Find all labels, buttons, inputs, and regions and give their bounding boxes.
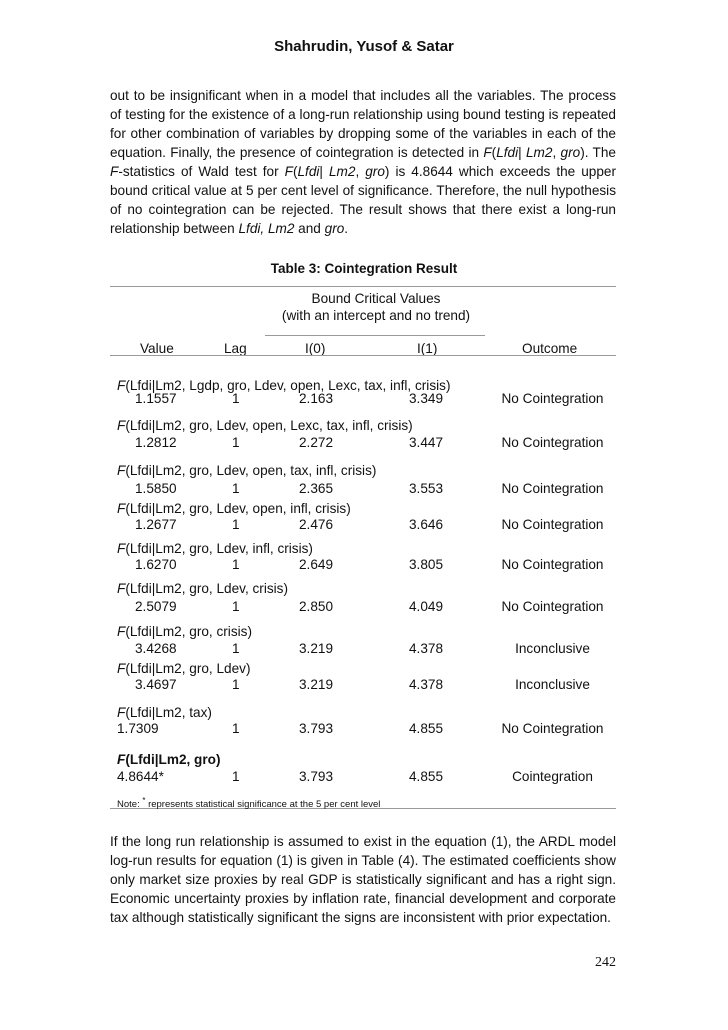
f-statistic-symbol: F	[117, 418, 126, 433]
model-spec: (Lfdi|Lm2, tax)	[125, 705, 212, 720]
table-top-rule	[110, 286, 616, 287]
f-statistic-symbol: F	[117, 661, 126, 676]
row-value: 3.4697	[135, 677, 177, 692]
col-header-i1: I(1)	[417, 341, 438, 356]
row-i0: 3.793	[299, 721, 334, 736]
row-i0: 2.649	[299, 557, 334, 572]
para1-run: |	[518, 145, 526, 160]
row-i1: 4.378	[409, 641, 444, 656]
note-label: Note:	[117, 799, 143, 811]
row-i1: 4.855	[409, 769, 444, 784]
row-lag: 1	[232, 481, 240, 496]
row-i1: 3.805	[409, 557, 444, 572]
para1-run: .	[344, 221, 349, 236]
bound-critical-values-header	[260, 290, 492, 324]
row-model	[117, 541, 313, 556]
f-statistic-symbol: F	[117, 581, 126, 596]
row-model	[117, 501, 351, 516]
row-value: 2.5079	[135, 599, 177, 614]
para1-run: F	[110, 164, 119, 179]
model-spec: (Lfdi|Lm2, gro, Ldev, crisis)	[125, 581, 288, 596]
row-model	[117, 418, 413, 433]
f-statistic-symbol: F	[117, 705, 126, 720]
model-spec: (Lfdi|Lm2, gro, crisis)	[125, 624, 252, 639]
row-lag: 1	[232, 769, 240, 784]
row-value: 1.5850	[135, 481, 177, 496]
para1-run: ) is 4.8644 which exceeds the upper bound critical value at 5 per cent level of significance. Therefore, the null hypothesis of no cointegration can be rejected. The result shows that there exist a long-run relationship between	[110, 164, 617, 236]
row-i1: 3.447	[409, 435, 444, 450]
model-spec: (Lfdi|Lm2, gro, Ldev, open, infl, crisis)	[125, 501, 351, 516]
note-text: represents statistical significance at the 5 per cent level	[145, 799, 381, 811]
model-spec: (Lfdi|Lm2, gro, Ldev, infl, crisis)	[125, 541, 313, 556]
row-i1: 4.378	[409, 677, 444, 692]
row-lag: 1	[232, 517, 240, 532]
row-i0: 3.219	[299, 677, 334, 692]
row-i1: 3.553	[409, 481, 444, 496]
para1-run: (	[491, 145, 497, 160]
row-value: 4.8644*	[117, 769, 164, 784]
para1-run: ). The	[580, 145, 616, 160]
para1-run: Lfdi, Lm2	[238, 221, 295, 236]
para1-run: -statistics of Wald test for	[118, 164, 285, 179]
row-model	[117, 705, 212, 720]
row-value: 1.2677	[135, 517, 177, 532]
row-outcome: No Cointegration	[501, 435, 604, 450]
row-outcome: No Cointegration	[501, 721, 604, 736]
para1-run: Lm2	[328, 164, 356, 179]
col-header-outcome: Outcome	[522, 341, 578, 356]
row-outcome: Cointegration	[512, 769, 593, 784]
row-i1: 4.049	[409, 599, 444, 614]
para1-run: F	[284, 164, 293, 179]
model-spec: (Lfdi|Lm2, gro, Ldev, open, tax, infl, crisis)	[125, 463, 377, 478]
row-i1: 3.646	[409, 517, 444, 532]
row-i0: 2.850	[299, 599, 334, 614]
row-value: 1.2812	[135, 435, 177, 450]
model-spec: (Lfdi|Lm2, gro, Ldev, open, Lexc, tax, infl, crisis)	[125, 418, 413, 433]
para1-run: Lfdi	[496, 145, 519, 160]
row-model	[117, 624, 252, 639]
para1-run: F	[483, 145, 492, 160]
f-statistic-symbol: F	[117, 378, 126, 393]
model-spec: (Lfdi|Lm2, Lgdp, gro, Ldev, open, Lexc, tax, infl, crisis)	[125, 378, 451, 393]
row-value: 3.4268	[135, 641, 177, 656]
row-lag: 1	[232, 557, 240, 572]
model-spec: (Lfdi|Lm2, gro, Ldev)	[125, 661, 251, 676]
row-i0: 3.793	[299, 769, 334, 784]
row-lag: 1	[232, 391, 240, 406]
row-i1: 3.349	[409, 391, 444, 406]
para1-run: and	[294, 221, 325, 236]
f-statistic-symbol: F	[117, 624, 126, 639]
bound-header-underline	[265, 335, 485, 336]
note-mark: *	[142, 796, 146, 805]
table-title: Table 3: Cointegration Result	[270, 261, 458, 276]
row-value: 1.1557	[135, 391, 177, 406]
row-i1: 4.855	[409, 721, 444, 736]
f-statistic-symbol: F	[117, 752, 126, 767]
para1-run: ,	[552, 145, 561, 160]
table-header-rule	[110, 355, 616, 356]
para1-run: (	[292, 164, 298, 179]
f-statistic-symbol: F	[117, 541, 126, 556]
para1-run: Lm2	[525, 145, 553, 160]
body-paragraph-1	[110, 86, 616, 238]
bound-header-line1: Bound Critical Values	[311, 291, 441, 306]
row-outcome: No Cointegration	[501, 599, 604, 614]
bound-header-line2: (with an intercept and no trend)	[281, 308, 471, 323]
row-value: 1.7309	[117, 721, 159, 736]
row-outcome: Inconclusive	[515, 677, 590, 692]
row-value: 1.6270	[135, 557, 177, 572]
para1-run: gro	[324, 221, 345, 236]
row-lag: 1	[232, 641, 240, 656]
para1-run: ,	[355, 164, 366, 179]
f-statistic-symbol: F	[117, 501, 126, 516]
row-i0: 2.163	[299, 391, 334, 406]
row-lag: 1	[232, 599, 240, 614]
row-i0: 2.365	[299, 481, 334, 496]
row-lag: 1	[232, 435, 240, 450]
row-i0: 3.219	[299, 641, 334, 656]
model-spec: (Lfdi|Lm2, gro)	[125, 752, 221, 767]
row-model	[117, 581, 288, 596]
row-lag: 1	[232, 677, 240, 692]
row-model	[117, 463, 376, 478]
table-note	[117, 796, 380, 810]
col-header-value: Value	[140, 341, 174, 356]
para1-run: out to be insignificant when in a model that includes all the variables. The process of testing for the existence of a long-run relationship using bound testing is repeated for other combination of variables by dropping some of the variables in each of the equation. Finally, the presence of cointegration is detected in	[110, 88, 616, 160]
row-i0: 2.272	[299, 435, 334, 450]
row-i0: 2.476	[299, 517, 334, 532]
running-header: Shahrudin, Yusof & Satar	[274, 38, 454, 55]
para1-run: Lfdi	[297, 164, 320, 179]
row-outcome: Inconclusive	[515, 641, 590, 656]
row-outcome: No Cointegration	[501, 481, 604, 496]
row-outcome: No Cointegration	[501, 557, 604, 572]
row-outcome: No Cointegration	[501, 391, 604, 406]
col-header-lag: Lag	[224, 341, 247, 356]
f-statistic-symbol: F	[117, 463, 126, 478]
para1-run: |	[319, 164, 329, 179]
page-number: 242	[595, 955, 616, 970]
para1-run: gro	[365, 164, 385, 179]
row-model	[117, 661, 251, 676]
para1-run: gro	[560, 145, 581, 160]
row-model	[117, 752, 220, 767]
row-lag: 1	[232, 721, 240, 736]
body-paragraph-2: If the long run relationship is assumed to exist in the equation (1), the ARDL model log-run results for equation (1) is given in Table (4). The estimated coefficients show only market size proxies by real GDP is statistically significant and has a right sign. Economic uncertainty proxies by inflation rate, financial development and corporate tax although statistically significant the signs are inconsistent with prior expectation.	[110, 834, 616, 925]
row-outcome: No Cointegration	[501, 517, 604, 532]
col-header-i0: I(0)	[305, 341, 326, 356]
